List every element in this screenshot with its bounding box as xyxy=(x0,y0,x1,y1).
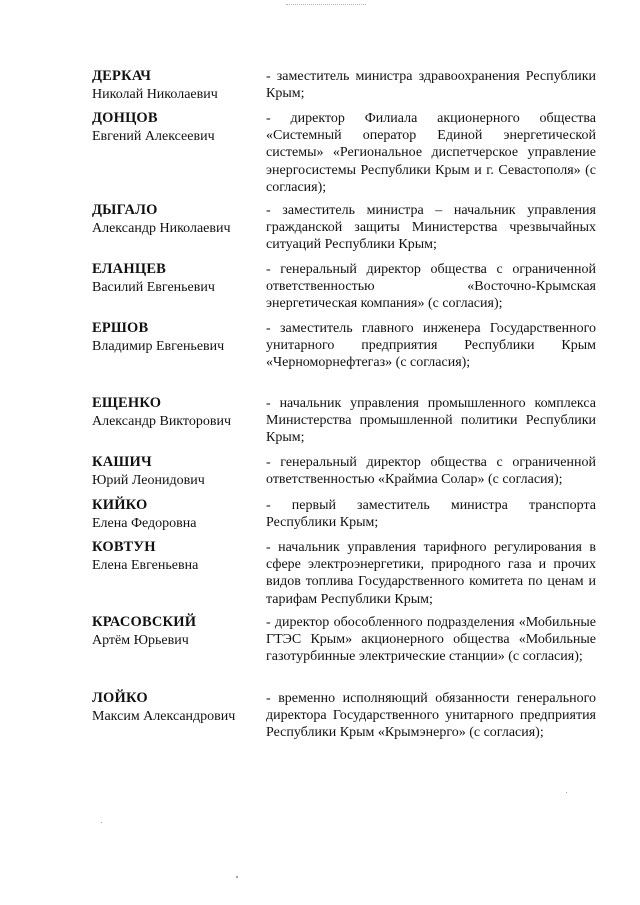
member-surname: ДЫГАЛО xyxy=(92,202,158,218)
member-name xyxy=(92,261,257,296)
member-surname: ДЕРКАЧ xyxy=(92,68,152,84)
member-position: - генеральный директор общества с ограниченной ответственностью «Краймиа Солар» (с согласия); xyxy=(266,455,596,488)
member-surname: КРАСОВСКИЙ xyxy=(92,614,197,630)
member-surname: ЕЛАНЦЕВ xyxy=(92,261,167,277)
member-given-name: Николай Николаевич xyxy=(92,86,218,102)
member-name xyxy=(92,68,257,103)
member-surname: КАШИЧ xyxy=(92,454,152,470)
member-name xyxy=(92,497,257,532)
member-given-name: Александр Николаевич xyxy=(92,220,231,236)
member-name xyxy=(92,454,257,489)
member-position: - генеральный директор общества с ограниченной ответственностью «Восточно-Крымская энергетическая компания» (с согласия); xyxy=(266,262,596,312)
member-given-name: Василий Евгеньевич xyxy=(92,279,215,295)
member-given-name: Евгений Алексеевич xyxy=(92,128,215,144)
member-position: - директор обособленного подразделения «Мобильные ГТЭС Крым» акционерного общества «Мобильные газотурбинные электрические станции» (с согласия); xyxy=(266,615,596,665)
member-name xyxy=(92,110,257,145)
top-header-mark xyxy=(286,0,366,5)
member-name xyxy=(92,320,257,355)
member-name xyxy=(92,202,257,237)
member-given-name: Елена Федоровна xyxy=(92,515,197,531)
member-position: - первый заместитель министра транспорта Республики Крым; xyxy=(266,498,596,531)
member-position: - начальник управления промышленного комплекса Министерства промышленной политики Республики Крым; xyxy=(266,396,596,446)
scan-speck xyxy=(236,876,238,878)
member-surname: ЕЩЕНКО xyxy=(92,395,162,411)
member-given-name: Владимир Евгеньевич xyxy=(92,338,225,354)
member-surname: КОВТУН xyxy=(92,539,156,555)
scan-speck xyxy=(101,822,102,823)
member-given-name: Елена Евгеньевна xyxy=(92,557,199,573)
scan-speck xyxy=(566,792,567,793)
member-name xyxy=(92,690,257,725)
member-position: - временно исполняющий обязанности генерального директора Государственного унитарного предприятия Республики Крым «Крымэнерго» (с согласия); xyxy=(266,691,596,741)
member-surname: ЕРШОВ xyxy=(92,320,149,336)
member-given-name: Юрий Леонидович xyxy=(92,472,205,488)
member-name xyxy=(92,539,257,574)
member-given-name: Александр Викторович xyxy=(92,413,232,429)
member-given-name: Артём Юрьевич xyxy=(92,632,189,648)
member-position: - директор Филиала акционерного общества «Системный оператор Единой энергетической системы» «Региональное диспетчерское управление энергосистемы Республики Крым и г. Севастополя» (с согласия); xyxy=(266,111,596,195)
member-name xyxy=(92,395,257,430)
member-position: - заместитель министра – начальник управления гражданской защиты Министерства чрезвычайных ситуаций Республики Крым; xyxy=(266,203,596,253)
member-position: - заместитель министра здравоохранения Республики Крым; xyxy=(266,69,596,102)
member-name xyxy=(92,614,257,649)
member-position: - заместитель главного инженера Государственного унитарного предприятия Республики Крым «Черноморнефтегаз» (с согласия); xyxy=(266,321,596,371)
member-given-name: Максим Александрович xyxy=(92,708,236,724)
member-surname: ЛОЙКО xyxy=(92,690,148,706)
member-surname: ДОНЦОВ xyxy=(92,110,158,126)
member-surname: КИЙКО xyxy=(92,497,148,513)
member-position: - начальник управления тарифного регулирования в сфере электроэнергетики, природного газа и прочих видов топлива Государственного комитета по ценам и тарифам Республики Крым; xyxy=(266,540,596,607)
